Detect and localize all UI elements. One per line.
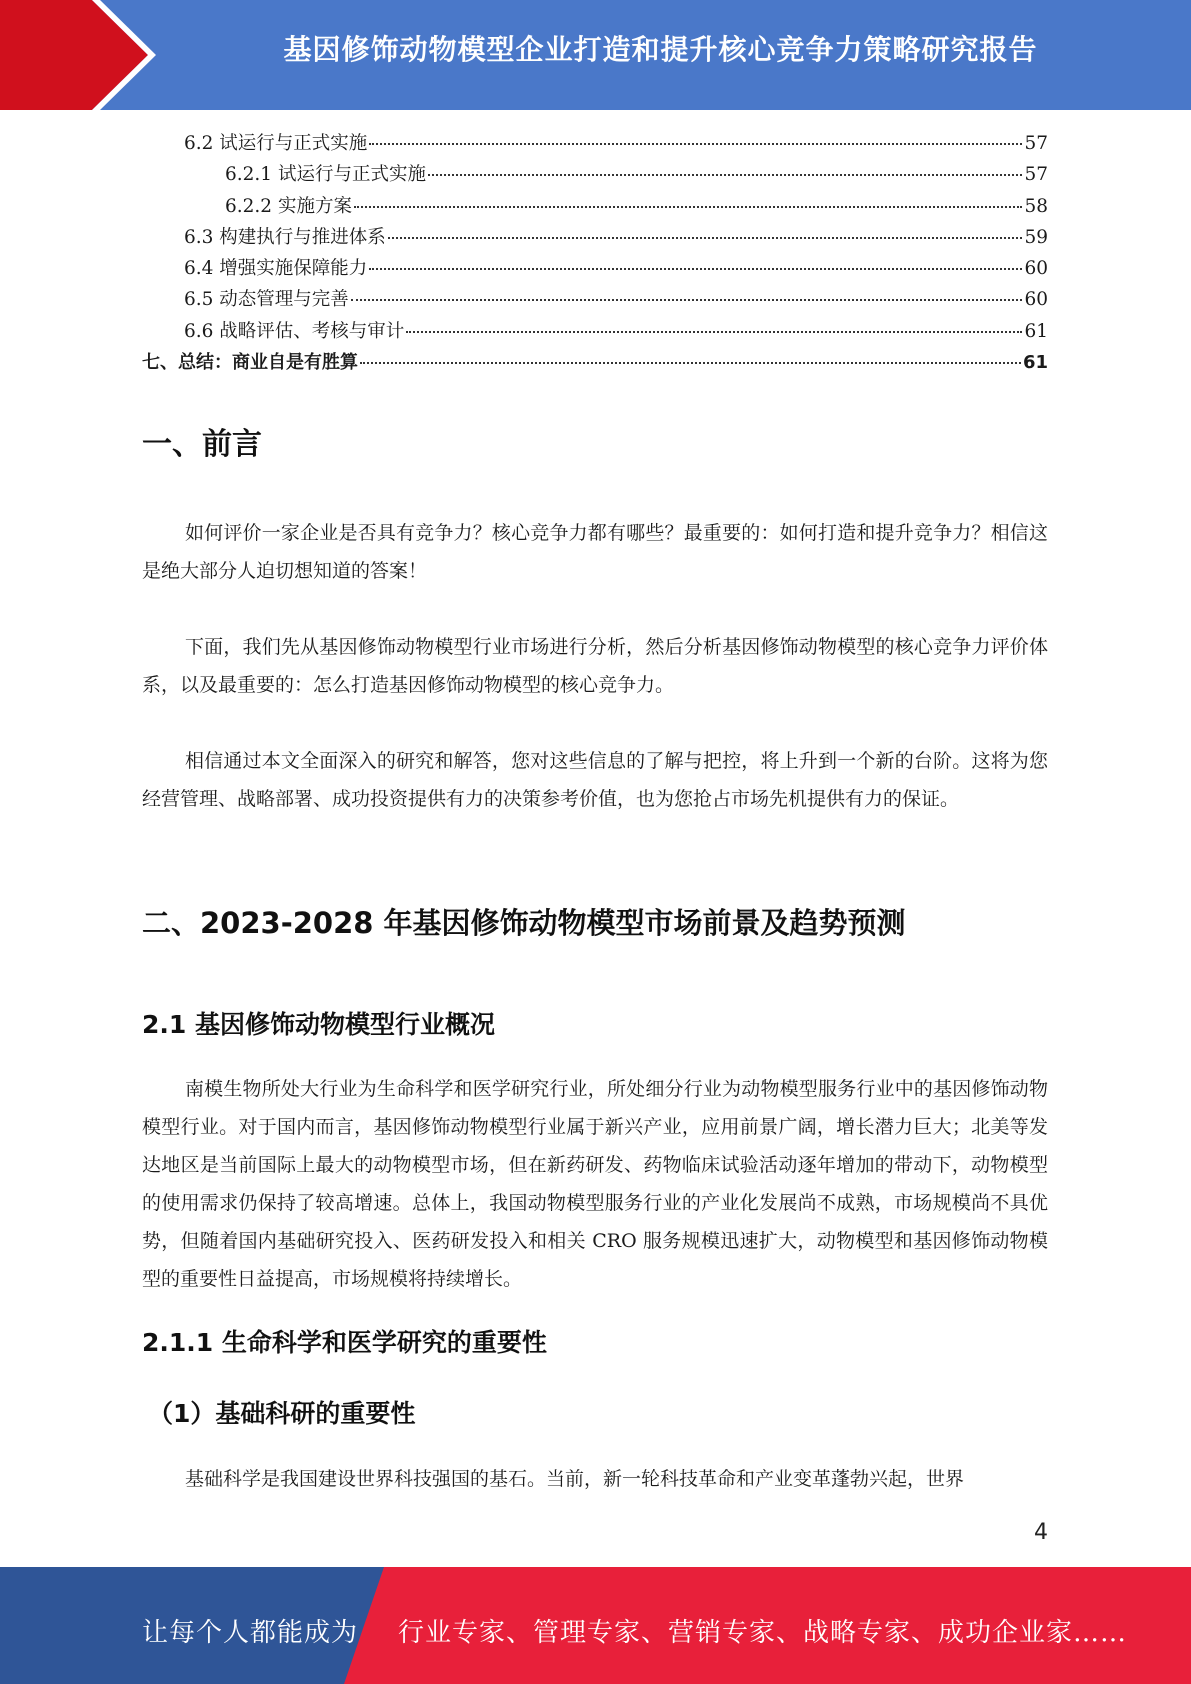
footer-slogan-right: 行业专家、管理专家、营销专家、战略专家、成功企业家…… <box>398 1618 1128 1648</box>
preface-heading: 一、前言 <box>142 427 262 462</box>
toc-entry[interactable] <box>142 159 1048 190</box>
toc-entry[interactable] <box>142 222 1048 253</box>
toc-entry[interactable] <box>142 347 1048 378</box>
toc-entry-label: 6.2.2 实施方案 <box>225 195 352 217</box>
footer-slogan-left: 让每个人都能成为 <box>142 1618 359 1648</box>
table-of-contents <box>142 128 1048 378</box>
toc-entry[interactable] <box>142 284 1048 315</box>
toc-entry-label: 6.6 战略评估、考核与审计 <box>184 320 405 342</box>
toc-entry-page: 58 <box>1024 195 1048 217</box>
toc-entry-label: 6.5 动态管理与完善 <box>184 289 349 311</box>
toc-entry[interactable] <box>142 253 1048 284</box>
toc-entry-page: 61 <box>1022 352 1048 374</box>
toc-dot-leader <box>360 361 1021 364</box>
toc-entry-label: 6.4 增强实施保障能力 <box>184 258 368 280</box>
chapter-2-heading: 二、2023-2028 年基因修饰动物模型市场前景及趋势预测 <box>142 906 906 940</box>
toc-entry-page: 59 <box>1024 226 1048 248</box>
preface-paragraph-1: 如何评价一家企业是否具有竞争力？核心竞争力都有哪些？最重要的：如何打造和提升竞争力？相信这是绝大部分人迫切想知道的答案！ <box>142 522 1048 582</box>
toc-entry[interactable] <box>142 128 1048 159</box>
subsection-1-paragraph: 基础科学是我国建设世界科技强国的基石。当前，新一轮科技革命和产业变革蓬勃兴起，世界 <box>185 1468 965 1490</box>
toc-entry-label: 6.2.1 试运行与正式实施 <box>225 164 426 186</box>
toc-dot-leader <box>351 298 1023 301</box>
toc-entry-page: 57 <box>1024 164 1048 186</box>
toc-dot-leader <box>354 205 1023 208</box>
toc-entry-page: 60 <box>1024 289 1048 311</box>
toc-entry-page: 57 <box>1024 133 1048 154</box>
subsection-1-heading: （1）基础科研的重要性 <box>148 1399 416 1428</box>
toc-entry-label: 6.2 试运行与正式实施 <box>184 133 368 154</box>
section-2-1-1-heading: 2.1.1 生命科学和医学研究的重要性 <box>142 1328 547 1357</box>
toc-dot-leader <box>369 267 1022 270</box>
toc-dot-leader <box>388 236 1023 239</box>
section-2-1-heading: 2.1 基因修饰动物模型行业概况 <box>142 1010 495 1039</box>
header-bar <box>0 0 1191 110</box>
toc-entry-label: 6.3 构建执行与推进体系 <box>184 226 386 248</box>
toc-dot-leader <box>369 142 1022 145</box>
toc-dot-leader <box>406 330 1022 333</box>
toc-entry[interactable] <box>142 316 1048 347</box>
toc-entry-page: 60 <box>1024 258 1048 280</box>
preface-paragraph-3: 相信通过本文全面深入的研究和解答，您对这些信息的了解与把控，将上升到一个新的台阶。这将为您经营管理、战略部署、成功投资提供有力的决策参考价值，也为您抢占市场先机提供有力的保证。 <box>142 750 1048 810</box>
toc-entry-page: 61 <box>1024 320 1048 342</box>
section-2-1-paragraph: 南模生物所处大行业为生命科学和医学研究行业，所处细分行业为动物模型服务行业中的基因修饰动物模型行业。对于国内而言，基因修饰动物模型行业属于新兴产业，应用前景广阔，增长潜力巨大；北美等发达地区是当前国际上最大的动物模型市场，但在新药研发、药物临床试验活动逐年增加的带动下，动物模型的使用需求仍保持了较高增速。总体上，我国动物模型服务行业的产业化发展尚不成熟，市场规模尚不具优势，但随着国内基础研究投入、医药研发投入和相关 CRO 服务规模迅速扩大，动物模型和基因修饰动物模型的重要性日益提高，市场规模将持续增长。 <box>142 1078 1048 1290</box>
toc-entry-label: 七、总结：商业自是有胜算 <box>142 352 358 374</box>
preface-paragraph-2: 下面，我们先从基因修饰动物模型行业市场进行分析，然后分析基因修饰动物模型的核心竞争力评价体系，以及最重要的：怎么打造基因修饰动物模型的核心竞争力。 <box>142 636 1048 696</box>
toc-dot-leader <box>428 173 1022 176</box>
toc-entry[interactable] <box>142 191 1048 222</box>
page-number: 4 <box>1034 1520 1048 1545</box>
report-title: 基因修饰动物模型企业打造和提升核心竞争力策略研究报告 <box>283 33 1038 66</box>
